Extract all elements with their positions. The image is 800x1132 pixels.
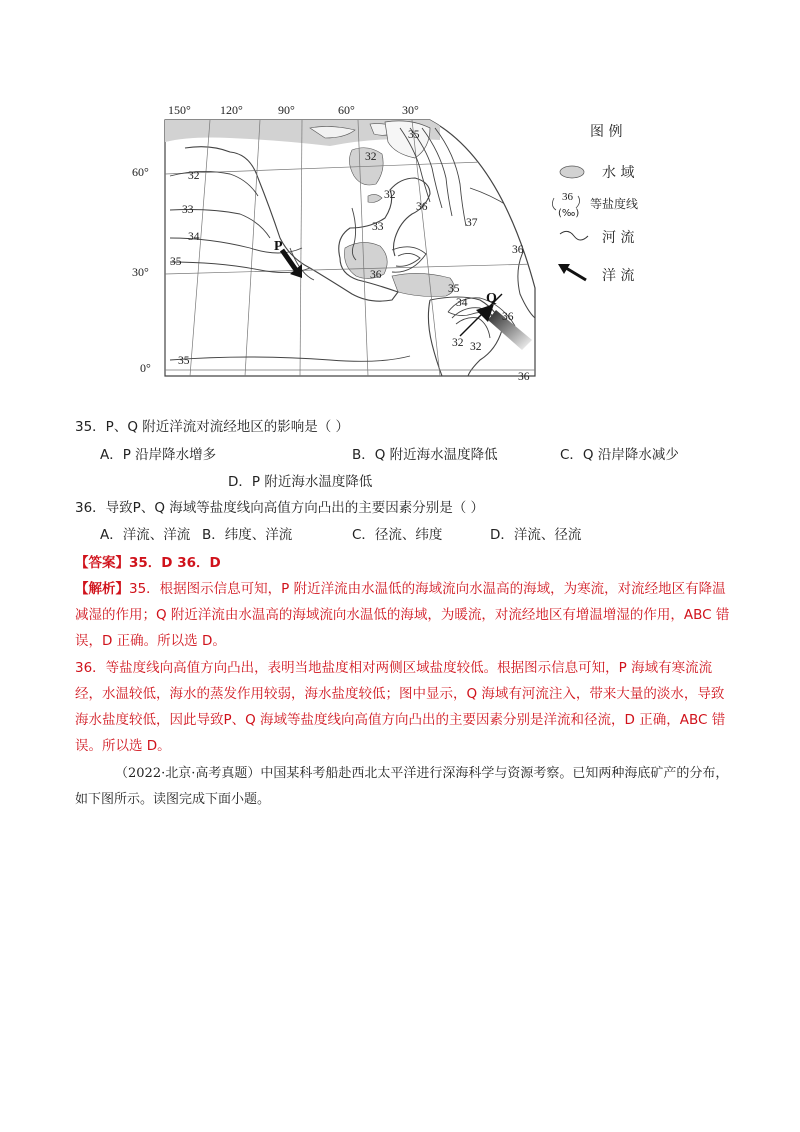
question-35-stem: 35．P、Q 附近洋流对流经地区的影响是（ ）	[75, 419, 350, 435]
isohaline-label: 37	[466, 217, 478, 229]
lon-label: 90°	[278, 103, 295, 117]
q36-option-c: C．径流、纬度	[352, 527, 443, 543]
legend-river-icon	[560, 231, 588, 240]
q35-option-b: B．Q 附近海水温度降低	[352, 447, 498, 463]
lon-label: 150°	[168, 103, 191, 117]
caribbean-sea	[392, 273, 454, 296]
isohaline-label: 32	[384, 189, 396, 201]
isohaline-label: 33	[372, 221, 384, 233]
legend-water-swatch	[560, 166, 584, 178]
analysis-35	[75, 576, 730, 654]
question-36-stem: 36．导致P、Q 海域等盐度线向高值方向凸出的主要因素分别是（ ）	[75, 500, 485, 516]
isohaline-label: 35	[408, 129, 420, 141]
q35-option-c: C．Q 沿岸降水减少	[560, 447, 679, 463]
isohaline-label: 32	[188, 170, 200, 182]
q35-option-d: D．P 附近海水温度降低	[228, 474, 373, 490]
analysis-tag: 【解析】	[75, 581, 129, 597]
isohaline-label: 36	[518, 371, 530, 383]
map-legend	[552, 124, 638, 284]
isohaline-label: 35	[170, 256, 182, 268]
legend-current-icon	[566, 268, 586, 280]
legend-isohaline-value: 36	[562, 191, 573, 203]
legend-river-label: 河 流	[602, 230, 635, 246]
analysis-35-text: 35．根据图示信息可知，P 附近洋流由水温低的海域流向水温高的海域，为寒流，对流经地区有降温减湿的作用；Q 附近洋流由水温高的海域流向水温低的海域，为暖流，对流经地区有增温增湿的作用，ABC 错误，D 正确。所以选 D。	[75, 581, 730, 649]
q36-option-a: A．洋流、洋流	[100, 527, 191, 543]
map-svg	[130, 98, 690, 408]
lon-label: 60°	[338, 103, 355, 117]
isohaline-label: 36	[502, 311, 514, 323]
lon-label: 120°	[220, 103, 243, 117]
isohaline-label: 32	[470, 341, 482, 353]
legend-title: 图 例	[590, 124, 623, 140]
isohaline-label: 32	[452, 337, 464, 349]
next-question-intro: （2022·北京·高考真题）中国某科考船赴西北太平洋进行深海科学与资源考察。已知两种海底矿产的分布，如下图所示。读图完成下面小题。	[75, 766, 729, 807]
isohaline-label: 36	[512, 244, 524, 256]
lat-label: 60°	[132, 165, 149, 179]
lon-label: 30°	[402, 103, 419, 117]
isohaline-map-figure	[130, 98, 690, 408]
q36-option-b: B．纬度、洋流	[202, 527, 293, 543]
isohaline-label: 35	[448, 283, 460, 295]
isohaline-label: 36	[416, 201, 428, 213]
q35-option-a: A．P 沿岸降水增多	[100, 447, 217, 463]
answer-line	[75, 553, 221, 573]
answer-text: 35．D 36．D	[129, 555, 221, 571]
isohaline-label: 34	[456, 297, 468, 309]
point-q-label: Q	[486, 291, 497, 306]
isohaline-label: 36	[370, 269, 382, 281]
analysis-36: 36．等盐度线向高值方向凸出，表明当地盐度相对两侧区域盐度较低。根据图示信息可知，P 海域有寒流流经，水温较低，海水的蒸发作用较弱，海水盐度较低；图中显示，Q 海域有河流注入，带来大量的淡水，导致海水盐度较低，因此导致P、Q 海域等盐度线向高值方向凸出的主要因素分别是洋流和径流，D 正确，ABC 错误。所以选 D。	[75, 660, 726, 754]
lat-label: 30°	[132, 265, 149, 279]
point-p-label: P	[274, 239, 283, 254]
legend-isohaline-label: 等盐度线	[590, 197, 639, 211]
answer-tag: 【答案】	[75, 555, 129, 571]
lat-label: 0°	[140, 361, 151, 375]
legend-isohaline-unit: (‰)	[558, 208, 580, 219]
isohaline-label: 33	[182, 204, 194, 216]
legend-current-label: 洋 流	[602, 268, 635, 284]
isohaline-label: 34	[188, 231, 200, 243]
isohaline-label: 35	[178, 355, 190, 367]
legend-water-label: 水 域	[602, 165, 635, 181]
q36-option-d: D．洋流、径流	[490, 527, 582, 543]
isohaline-label: 32	[365, 151, 377, 163]
